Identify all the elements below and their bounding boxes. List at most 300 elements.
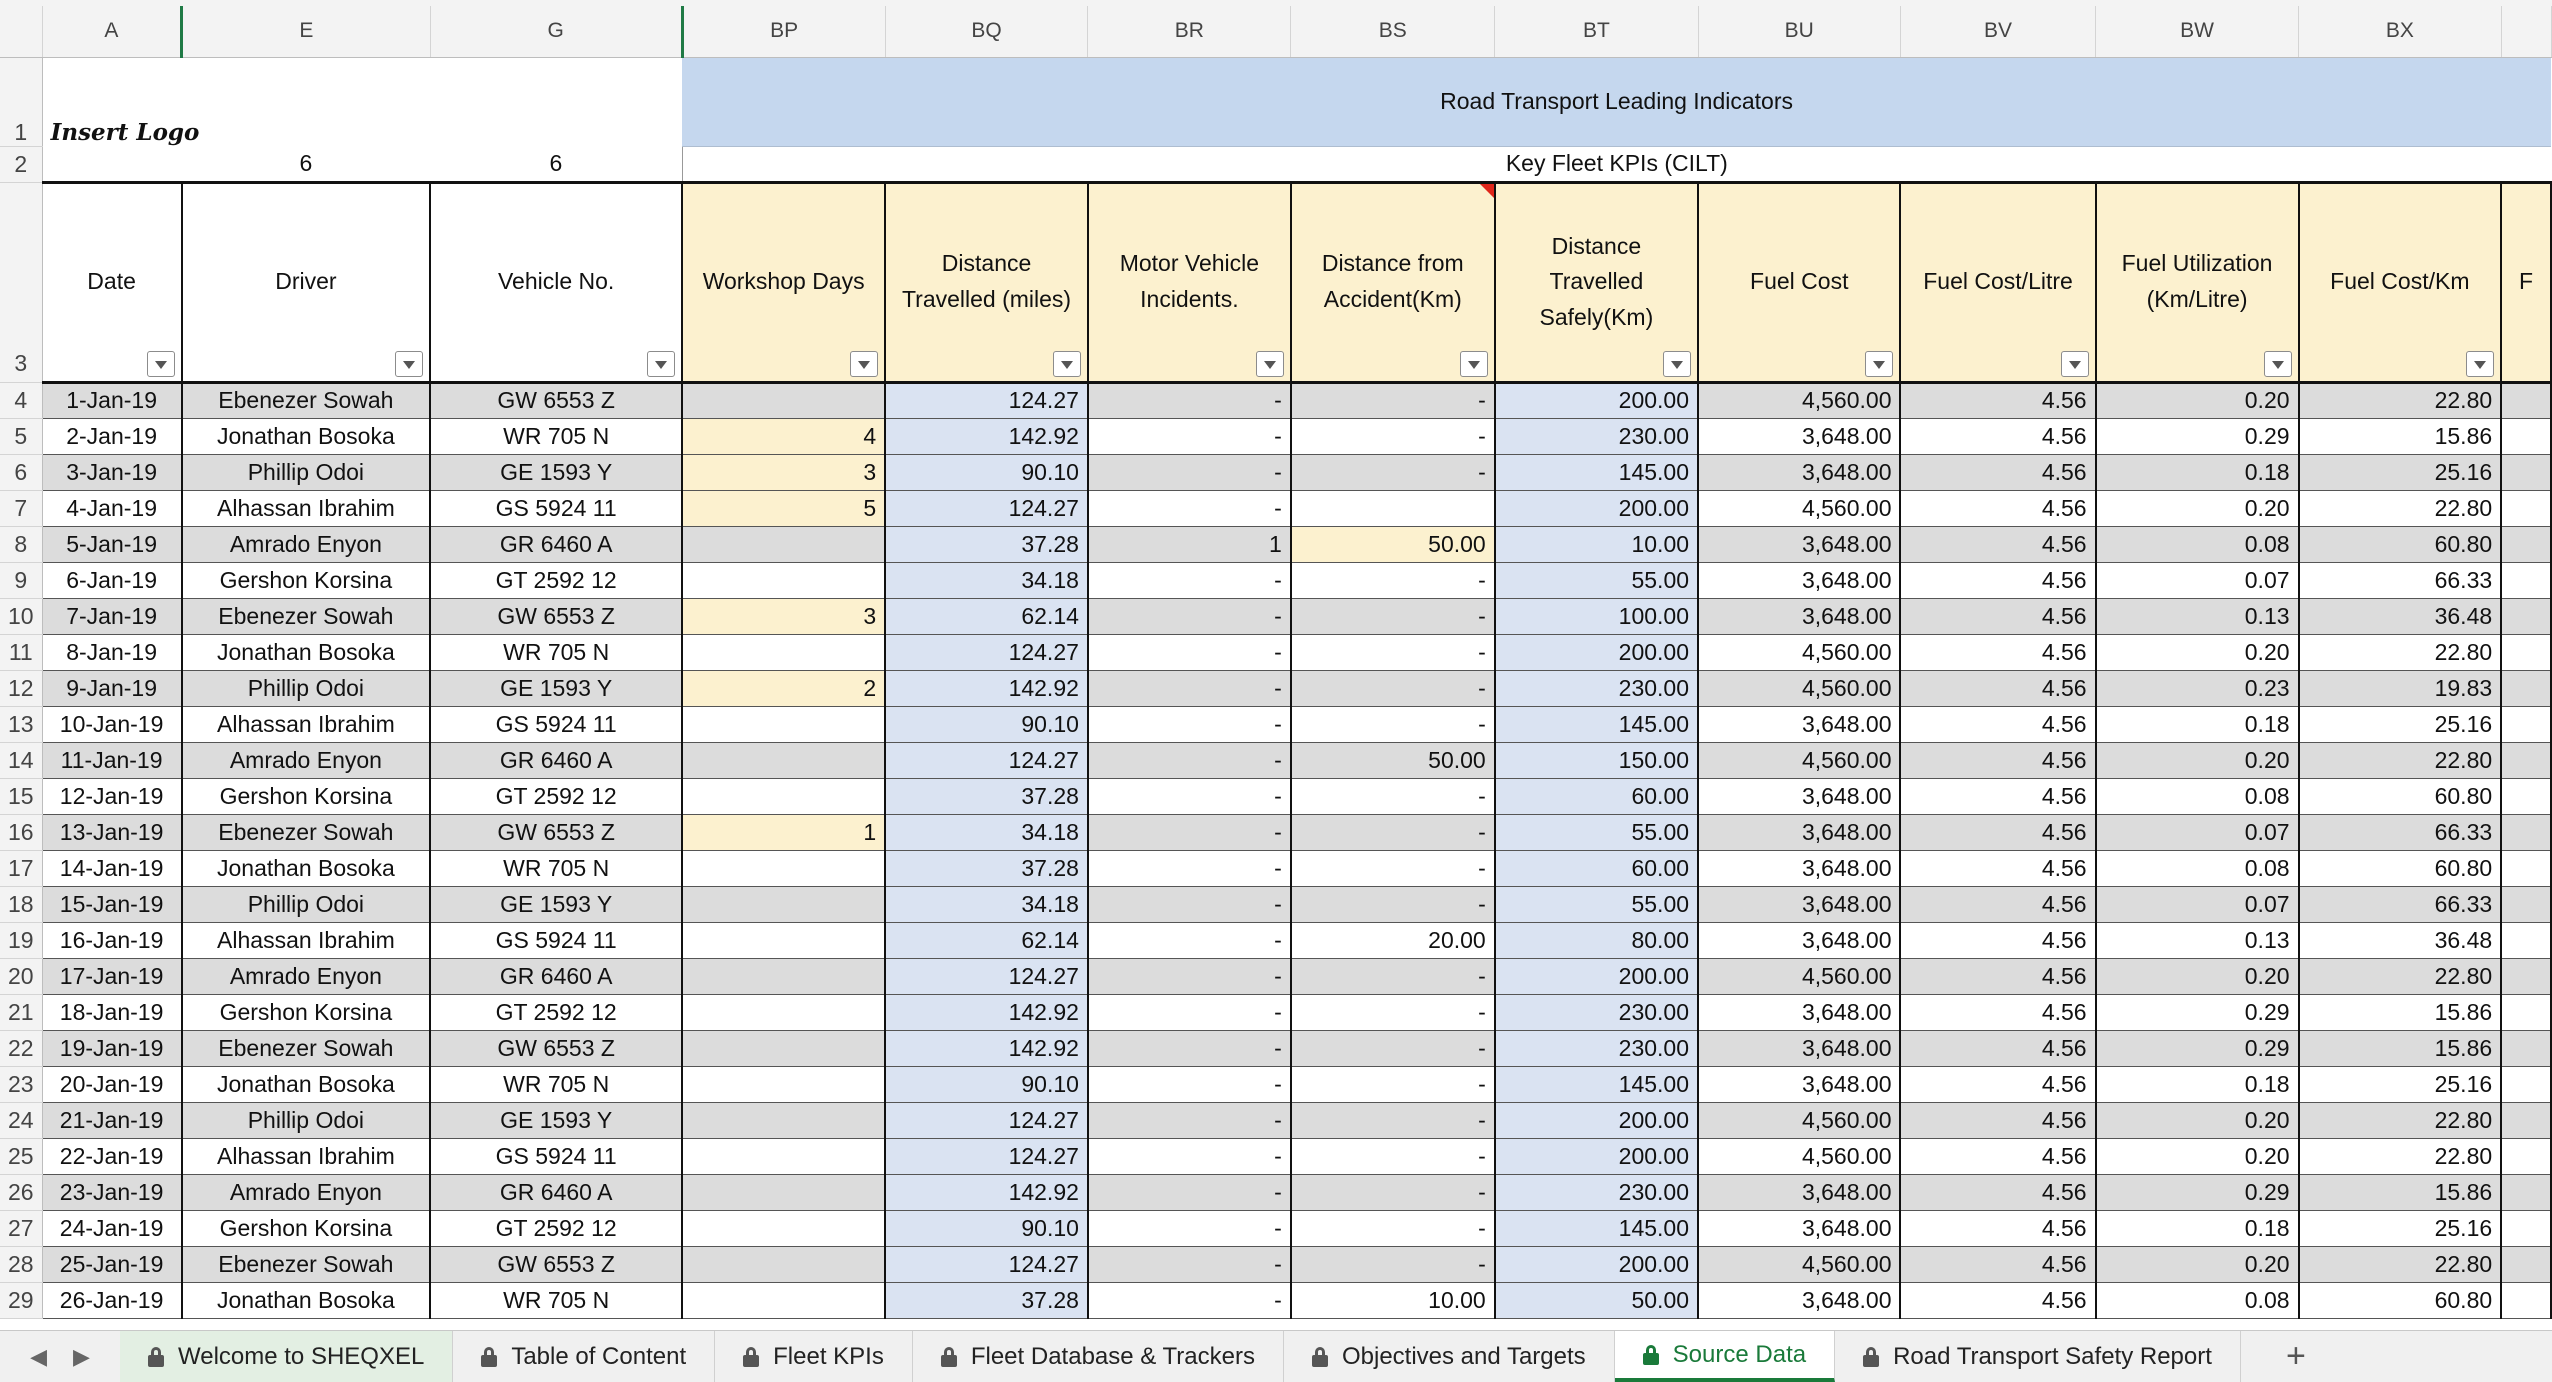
cell-date[interactable]: 4-Jan-19 xyxy=(42,490,182,526)
cell-date[interactable]: 12-Jan-19 xyxy=(42,778,182,814)
cell-from-accident[interactable]: - xyxy=(1291,1210,1495,1246)
cell-distance[interactable]: 124.27 xyxy=(885,1138,1088,1174)
cell-vehicle[interactable]: GS 5924 11 xyxy=(430,706,682,742)
column-header[interactable]: BQ xyxy=(885,3,1088,57)
cell-vehicle[interactable]: GE 1593 Y xyxy=(430,886,682,922)
row-number[interactable]: 18 xyxy=(0,886,42,922)
cell-vehicle[interactable]: GR 6460 A xyxy=(430,742,682,778)
cell-driver[interactable]: Gershon Korsina xyxy=(182,778,431,814)
cell-cost-km[interactable]: 22.80 xyxy=(2299,1102,2502,1138)
cell-cost-km[interactable]: 15.86 xyxy=(2299,1174,2502,1210)
filter-dropdown-icon[interactable] xyxy=(147,351,175,377)
cell-distance[interactable]: 124.27 xyxy=(885,1246,1088,1282)
row-number[interactable]: 1 xyxy=(0,57,42,146)
row-number[interactable]: 22 xyxy=(0,1030,42,1066)
cell-distance[interactable]: 124.27 xyxy=(885,382,1088,418)
cell-workshop[interactable] xyxy=(682,1066,885,1102)
header-cell[interactable] xyxy=(1495,182,1698,382)
cell-fuel-cost[interactable]: 4,560.00 xyxy=(1698,490,1900,526)
cell-safe[interactable]: 80.00 xyxy=(1495,922,1698,958)
row-number[interactable]: 11 xyxy=(0,634,42,670)
cell-vehicle[interactable]: GW 6553 Z xyxy=(430,1030,682,1066)
cell-util[interactable]: 0.08 xyxy=(2096,778,2299,814)
cell-incidents[interactable]: - xyxy=(1088,490,1291,526)
cell-util[interactable]: 0.20 xyxy=(2096,634,2299,670)
cell-incidents[interactable]: - xyxy=(1088,886,1291,922)
header-cell[interactable] xyxy=(885,182,1088,382)
cell-fuel-cost[interactable]: 3,648.00 xyxy=(1698,1282,1900,1318)
row-number[interactable]: 3 xyxy=(0,182,42,382)
cell-from-accident[interactable]: - xyxy=(1291,850,1495,886)
cell-cost-km[interactable]: 60.80 xyxy=(2299,850,2502,886)
cell-fuel-cost[interactable]: 3,648.00 xyxy=(1698,886,1900,922)
cell-from-accident[interactable] xyxy=(1291,490,1495,526)
row-number[interactable]: 6 xyxy=(0,454,42,490)
cell-from-accident[interactable]: - xyxy=(1291,778,1495,814)
cell-distance[interactable]: 124.27 xyxy=(885,1102,1088,1138)
cell-date[interactable]: 23-Jan-19 xyxy=(42,1174,182,1210)
cell-safe[interactable]: 55.00 xyxy=(1495,814,1698,850)
cell-date[interactable]: 18-Jan-19 xyxy=(42,994,182,1030)
row-number[interactable]: 20 xyxy=(0,958,42,994)
cell-workshop[interactable] xyxy=(682,886,885,922)
cell-cost-km[interactable]: 22.80 xyxy=(2299,490,2502,526)
cell-vehicle[interactable]: GR 6460 A xyxy=(430,1174,682,1210)
cell-date[interactable]: 2-Jan-19 xyxy=(42,418,182,454)
cell-cost-km[interactable]: 25.16 xyxy=(2299,1210,2502,1246)
row-number[interactable]: 8 xyxy=(0,526,42,562)
cell-cost-litre[interactable]: 4.56 xyxy=(1900,706,2095,742)
row-number[interactable]: 14 xyxy=(0,742,42,778)
row-number[interactable]: 4 xyxy=(0,382,42,418)
cell-from-accident[interactable]: - xyxy=(1291,1138,1495,1174)
cell-overflow[interactable] xyxy=(2501,1174,2551,1210)
cell-driver[interactable]: Phillip Odoi xyxy=(182,1102,431,1138)
cell-overflow[interactable] xyxy=(2501,886,2551,922)
cell-date[interactable]: 24-Jan-19 xyxy=(42,1210,182,1246)
cell-driver[interactable]: Alhassan Ibrahim xyxy=(182,1138,431,1174)
select-all-corner[interactable] xyxy=(0,3,42,57)
add-sheet-button[interactable]: + xyxy=(2285,1337,2306,1375)
cell-cost-litre[interactable]: 4.56 xyxy=(1900,922,2095,958)
cell-cost-litre[interactable]: 4.56 xyxy=(1900,490,2095,526)
cell-workshop[interactable] xyxy=(682,778,885,814)
cell-vehicle[interactable]: GT 2592 12 xyxy=(430,994,682,1030)
cell-driver[interactable]: Gershon Korsina xyxy=(182,994,431,1030)
cell-safe[interactable]: 150.00 xyxy=(1495,742,1698,778)
cell-from-accident[interactable]: - xyxy=(1291,958,1495,994)
cell-incidents[interactable]: - xyxy=(1088,1210,1291,1246)
cell-overflow[interactable] xyxy=(2501,526,2551,562)
cell-incidents[interactable]: - xyxy=(1088,1102,1291,1138)
cell-distance[interactable]: 37.28 xyxy=(885,1282,1088,1318)
cell-workshop[interactable] xyxy=(682,850,885,886)
cell-distance[interactable]: 142.92 xyxy=(885,670,1088,706)
cell-cost-km[interactable]: 22.80 xyxy=(2299,382,2502,418)
cell-incidents[interactable]: - xyxy=(1088,1066,1291,1102)
cell-date[interactable]: 1-Jan-19 xyxy=(42,382,182,418)
cell-driver[interactable]: Ebenezer Sowah xyxy=(182,1246,431,1282)
header-cell[interactable] xyxy=(1900,182,2095,382)
column-header[interactable]: BV xyxy=(1900,3,2095,57)
cell-workshop[interactable] xyxy=(682,1174,885,1210)
cell-overflow[interactable] xyxy=(2501,850,2551,886)
driver-count[interactable]: 6 xyxy=(182,146,431,182)
cell-overflow[interactable] xyxy=(2501,1210,2551,1246)
cell-date[interactable]: 16-Jan-19 xyxy=(42,922,182,958)
cell-date[interactable]: 17-Jan-19 xyxy=(42,958,182,994)
cell-from-accident[interactable]: - xyxy=(1291,670,1495,706)
row-number[interactable]: 10 xyxy=(0,598,42,634)
cell-fuel-cost[interactable]: 3,648.00 xyxy=(1698,1210,1900,1246)
cell-cost-litre[interactable]: 4.56 xyxy=(1900,1282,2095,1318)
cell-date[interactable]: 3-Jan-19 xyxy=(42,454,182,490)
cell-cost-litre[interactable]: 4.56 xyxy=(1900,526,2095,562)
cell-incidents[interactable]: - xyxy=(1088,958,1291,994)
cell-cost-km[interactable]: 19.83 xyxy=(2299,670,2502,706)
cell-incidents[interactable]: - xyxy=(1088,1246,1291,1282)
cell-safe[interactable]: 200.00 xyxy=(1495,490,1698,526)
row-number[interactable]: 15 xyxy=(0,778,42,814)
cell-workshop[interactable]: 3 xyxy=(682,454,885,490)
section-subtitle[interactable]: Key Fleet KPIs (CILT) xyxy=(682,146,2551,182)
cell-vehicle[interactable]: GW 6553 Z xyxy=(430,814,682,850)
cell-driver[interactable]: Jonathan Bosoka xyxy=(182,418,431,454)
sheet-tab[interactable] xyxy=(1835,1331,2241,1382)
cell-incidents[interactable]: - xyxy=(1088,670,1291,706)
cell-date[interactable]: 14-Jan-19 xyxy=(42,850,182,886)
cell-overflow[interactable] xyxy=(2501,1246,2551,1282)
cell-incidents[interactable]: - xyxy=(1088,1282,1291,1318)
cell-overflow[interactable] xyxy=(2501,922,2551,958)
empty-cell[interactable] xyxy=(42,146,182,182)
cell-overflow[interactable] xyxy=(2501,994,2551,1030)
cell-workshop[interactable] xyxy=(682,1246,885,1282)
cell-from-accident[interactable]: 50.00 xyxy=(1291,742,1495,778)
filter-dropdown-icon[interactable] xyxy=(850,351,878,377)
column-header[interactable]: E xyxy=(182,3,431,57)
cell-incidents[interactable]: - xyxy=(1088,742,1291,778)
cell-safe[interactable]: 10.00 xyxy=(1495,526,1698,562)
cell-distance[interactable]: 62.14 xyxy=(885,598,1088,634)
cell-driver[interactable]: Ebenezer Sowah xyxy=(182,382,431,418)
cell-cost-km[interactable]: 22.80 xyxy=(2299,634,2502,670)
cell-incidents[interactable]: - xyxy=(1088,850,1291,886)
cell-incidents[interactable]: - xyxy=(1088,994,1291,1030)
cell-vehicle[interactable]: WR 705 N xyxy=(430,418,682,454)
filter-dropdown-icon[interactable] xyxy=(1053,351,1081,377)
cell-vehicle[interactable]: GW 6553 Z xyxy=(430,598,682,634)
cell-fuel-cost[interactable]: 4,560.00 xyxy=(1698,742,1900,778)
cell-workshop[interactable] xyxy=(682,634,885,670)
filter-dropdown-icon[interactable] xyxy=(2061,351,2089,377)
filter-dropdown-icon[interactable] xyxy=(395,351,423,377)
filter-dropdown-icon[interactable] xyxy=(1663,351,1691,377)
cell-safe[interactable]: 230.00 xyxy=(1495,994,1698,1030)
cell-incidents[interactable]: - xyxy=(1088,634,1291,670)
cell-safe[interactable]: 200.00 xyxy=(1495,382,1698,418)
cell-cost-litre[interactable]: 4.56 xyxy=(1900,994,2095,1030)
cell-fuel-cost[interactable]: 3,648.00 xyxy=(1698,1030,1900,1066)
cell-workshop[interactable] xyxy=(682,1102,885,1138)
cell-vehicle[interactable]: GW 6553 Z xyxy=(430,382,682,418)
cell-cost-litre[interactable]: 4.56 xyxy=(1900,634,2095,670)
cell-cost-km[interactable]: 60.80 xyxy=(2299,778,2502,814)
cell-date[interactable]: 8-Jan-19 xyxy=(42,634,182,670)
cell-safe[interactable]: 55.00 xyxy=(1495,886,1698,922)
cell-safe[interactable]: 145.00 xyxy=(1495,1210,1698,1246)
cell-incidents[interactable]: - xyxy=(1088,454,1291,490)
cell-fuel-cost[interactable]: 3,648.00 xyxy=(1698,454,1900,490)
cell-driver[interactable]: Jonathan Bosoka xyxy=(182,634,431,670)
cell-vehicle[interactable]: GT 2592 12 xyxy=(430,778,682,814)
cell-distance[interactable]: 142.92 xyxy=(885,1030,1088,1066)
cell-workshop[interactable]: 3 xyxy=(682,598,885,634)
cell-driver[interactable]: Jonathan Bosoka xyxy=(182,850,431,886)
cell-util[interactable]: 0.20 xyxy=(2096,1246,2299,1282)
tab-scroll-right-icon[interactable]: ▶ xyxy=(73,1343,90,1369)
cell-fuel-cost[interactable]: 3,648.00 xyxy=(1698,814,1900,850)
cell-cost-km[interactable]: 66.33 xyxy=(2299,562,2502,598)
cell-safe[interactable]: 200.00 xyxy=(1495,1246,1698,1282)
cell-workshop[interactable] xyxy=(682,958,885,994)
cell-cost-litre[interactable]: 4.56 xyxy=(1900,1066,2095,1102)
cell-vehicle[interactable]: GE 1593 Y xyxy=(430,1102,682,1138)
header-cell[interactable] xyxy=(2501,182,2551,382)
cell-workshop[interactable] xyxy=(682,1030,885,1066)
cell-from-accident[interactable]: - xyxy=(1291,418,1495,454)
cell-date[interactable]: 9-Jan-19 xyxy=(42,670,182,706)
cell-cost-litre[interactable]: 4.56 xyxy=(1900,850,2095,886)
cell-vehicle[interactable]: WR 705 N xyxy=(430,634,682,670)
cell-fuel-cost[interactable]: 4,560.00 xyxy=(1698,1246,1900,1282)
cell-util[interactable]: 0.29 xyxy=(2096,418,2299,454)
cell-util[interactable]: 0.07 xyxy=(2096,814,2299,850)
cell-overflow[interactable] xyxy=(2501,1102,2551,1138)
cell-vehicle[interactable]: GT 2592 12 xyxy=(430,562,682,598)
row-number[interactable]: 7 xyxy=(0,490,42,526)
cell-overflow[interactable] xyxy=(2501,1066,2551,1102)
cell-workshop[interactable] xyxy=(682,1282,885,1318)
cell-vehicle[interactable]: GE 1593 Y xyxy=(430,670,682,706)
cell-cost-km[interactable]: 15.86 xyxy=(2299,418,2502,454)
cell-util[interactable]: 0.29 xyxy=(2096,1174,2299,1210)
cell-cost-km[interactable]: 25.16 xyxy=(2299,706,2502,742)
cell-workshop[interactable] xyxy=(682,1138,885,1174)
cell-distance[interactable]: 124.27 xyxy=(885,742,1088,778)
filter-dropdown-icon[interactable] xyxy=(2264,351,2292,377)
column-header[interactable]: BS xyxy=(1291,3,1495,57)
cell-overflow[interactable] xyxy=(2501,778,2551,814)
cell-distance[interactable]: 124.27 xyxy=(885,958,1088,994)
cell-overflow[interactable] xyxy=(2501,814,2551,850)
cell-util[interactable]: 0.20 xyxy=(2096,742,2299,778)
filter-dropdown-icon[interactable] xyxy=(647,351,675,377)
cell-driver[interactable]: Ebenezer Sowah xyxy=(182,1030,431,1066)
cell-incidents[interactable]: - xyxy=(1088,598,1291,634)
row-number[interactable]: 28 xyxy=(0,1246,42,1282)
row-number[interactable]: 24 xyxy=(0,1102,42,1138)
header-cell[interactable] xyxy=(1291,182,1495,382)
cell-safe[interactable]: 145.00 xyxy=(1495,1066,1698,1102)
column-header[interactable]: BR xyxy=(1088,3,1291,57)
cell-distance[interactable]: 37.28 xyxy=(885,850,1088,886)
row-number[interactable]: 27 xyxy=(0,1210,42,1246)
cell-driver[interactable]: Amrado Enyon xyxy=(182,526,431,562)
filter-dropdown-icon[interactable] xyxy=(2466,351,2494,377)
cell-overflow[interactable] xyxy=(2501,670,2551,706)
cell-from-accident[interactable]: - xyxy=(1291,1246,1495,1282)
cell-fuel-cost[interactable]: 3,648.00 xyxy=(1698,598,1900,634)
cell-incidents[interactable]: - xyxy=(1088,778,1291,814)
cell-distance[interactable]: 90.10 xyxy=(885,1210,1088,1246)
cell-safe[interactable]: 200.00 xyxy=(1495,1138,1698,1174)
cell-from-accident[interactable]: - xyxy=(1291,1066,1495,1102)
cell-distance[interactable]: 142.92 xyxy=(885,994,1088,1030)
cell-driver[interactable]: Amrado Enyon xyxy=(182,1174,431,1210)
cell-util[interactable]: 0.29 xyxy=(2096,1030,2299,1066)
cell-date[interactable]: 21-Jan-19 xyxy=(42,1102,182,1138)
cell-fuel-cost[interactable]: 4,560.00 xyxy=(1698,670,1900,706)
cell-vehicle[interactable]: WR 705 N xyxy=(430,850,682,886)
cell-cost-litre[interactable]: 4.56 xyxy=(1900,1246,2095,1282)
cell-date[interactable]: 11-Jan-19 xyxy=(42,742,182,778)
cell-date[interactable]: 5-Jan-19 xyxy=(42,526,182,562)
sheet-tab[interactable] xyxy=(1284,1331,1615,1382)
cell-from-accident[interactable]: - xyxy=(1291,1102,1495,1138)
cell-util[interactable]: 0.18 xyxy=(2096,1066,2299,1102)
cell-incidents[interactable]: - xyxy=(1088,382,1291,418)
cell-safe[interactable]: 230.00 xyxy=(1495,418,1698,454)
cell-from-accident[interactable]: - xyxy=(1291,382,1495,418)
cell-workshop[interactable]: 4 xyxy=(682,418,885,454)
cell-util[interactable]: 0.29 xyxy=(2096,994,2299,1030)
cell-workshop[interactable]: 1 xyxy=(682,814,885,850)
cell-cost-km[interactable]: 15.86 xyxy=(2299,1030,2502,1066)
cell-vehicle[interactable]: GT 2592 12 xyxy=(430,1210,682,1246)
comment-indicator-icon[interactable] xyxy=(1480,184,1494,198)
cell-vehicle[interactable]: GS 5924 11 xyxy=(430,490,682,526)
cell-cost-litre[interactable]: 4.56 xyxy=(1900,598,2095,634)
column-header[interactable]: BP xyxy=(682,3,885,57)
cell-incidents[interactable]: 1 xyxy=(1088,526,1291,562)
cell-driver[interactable]: Ebenezer Sowah xyxy=(182,598,431,634)
cell-driver[interactable]: Alhassan Ibrahim xyxy=(182,922,431,958)
cell-vehicle[interactable]: GS 5924 11 xyxy=(430,922,682,958)
cell-fuel-cost[interactable]: 3,648.00 xyxy=(1698,778,1900,814)
cell-from-accident[interactable]: - xyxy=(1291,886,1495,922)
cell-fuel-cost[interactable]: 3,648.00 xyxy=(1698,922,1900,958)
row-number[interactable]: 17 xyxy=(0,850,42,886)
cell-util[interactable]: 0.20 xyxy=(2096,490,2299,526)
cell-cost-km[interactable]: 22.80 xyxy=(2299,742,2502,778)
cell-vehicle[interactable]: GR 6460 A xyxy=(430,958,682,994)
cell-driver[interactable]: Gershon Korsina xyxy=(182,562,431,598)
cell-workshop[interactable] xyxy=(682,1210,885,1246)
row-number[interactable]: 9 xyxy=(0,562,42,598)
cell-overflow[interactable] xyxy=(2501,382,2551,418)
cell-fuel-cost[interactable]: 4,560.00 xyxy=(1698,382,1900,418)
cell-overflow[interactable] xyxy=(2501,1282,2551,1318)
cell-driver[interactable]: Amrado Enyon xyxy=(182,958,431,994)
sheet-tab[interactable] xyxy=(120,1331,453,1382)
cell-fuel-cost[interactable]: 3,648.00 xyxy=(1698,562,1900,598)
cell-incidents[interactable]: - xyxy=(1088,562,1291,598)
vehicle-count[interactable]: 6 xyxy=(430,146,682,182)
sheet-tab[interactable] xyxy=(715,1331,913,1382)
column-header[interactable]: BU xyxy=(1698,3,1900,57)
filter-dropdown-icon[interactable] xyxy=(1865,351,1893,377)
cell-cost-litre[interactable]: 4.56 xyxy=(1900,562,2095,598)
cell-date[interactable]: 20-Jan-19 xyxy=(42,1066,182,1102)
cell-cost-km[interactable]: 22.80 xyxy=(2299,1138,2502,1174)
cell-date[interactable]: 22-Jan-19 xyxy=(42,1138,182,1174)
cell-cost-litre[interactable]: 4.56 xyxy=(1900,958,2095,994)
row-number[interactable]: 19 xyxy=(0,922,42,958)
cell-driver[interactable]: Alhassan Ibrahim xyxy=(182,490,431,526)
sheet-tab[interactable] xyxy=(453,1331,715,1382)
cell-cost-km[interactable]: 60.80 xyxy=(2299,1282,2502,1318)
cell-vehicle[interactable]: GE 1593 Y xyxy=(430,454,682,490)
cell-fuel-cost[interactable]: 3,648.00 xyxy=(1698,1066,1900,1102)
cell-incidents[interactable]: - xyxy=(1088,922,1291,958)
row-number[interactable]: 25 xyxy=(0,1138,42,1174)
cell-workshop[interactable] xyxy=(682,922,885,958)
cell-cost-km[interactable]: 15.86 xyxy=(2299,994,2502,1030)
cell-safe[interactable]: 230.00 xyxy=(1495,670,1698,706)
header-cell[interactable] xyxy=(2299,182,2502,382)
cell-date[interactable]: 15-Jan-19 xyxy=(42,886,182,922)
cell-from-accident[interactable]: - xyxy=(1291,598,1495,634)
cell-overflow[interactable] xyxy=(2501,1030,2551,1066)
cell-from-accident[interactable]: - xyxy=(1291,562,1495,598)
banner-title[interactable]: Road Transport Leading Indicators xyxy=(682,57,2551,146)
row-number[interactable]: 2 xyxy=(0,146,42,182)
cell-util[interactable]: 0.08 xyxy=(2096,1282,2299,1318)
cell-cost-km[interactable]: 66.33 xyxy=(2299,886,2502,922)
cell-cost-litre[interactable]: 4.56 xyxy=(1900,454,2095,490)
row-number[interactable]: 16 xyxy=(0,814,42,850)
cell-vehicle[interactable]: GS 5924 11 xyxy=(430,1138,682,1174)
cell-date[interactable]: 10-Jan-19 xyxy=(42,706,182,742)
cell-distance[interactable]: 90.10 xyxy=(885,1066,1088,1102)
cell-cost-litre[interactable]: 4.56 xyxy=(1900,1138,2095,1174)
cell-distance[interactable]: 37.28 xyxy=(885,526,1088,562)
cell-driver[interactable]: Jonathan Bosoka xyxy=(182,1282,431,1318)
cell-incidents[interactable]: - xyxy=(1088,1030,1291,1066)
cell-driver[interactable]: Phillip Odoi xyxy=(182,886,431,922)
cell-safe[interactable]: 60.00 xyxy=(1495,778,1698,814)
cell-cost-km[interactable]: 36.48 xyxy=(2299,598,2502,634)
cell-util[interactable]: 0.20 xyxy=(2096,1102,2299,1138)
cell-driver[interactable]: Gershon Korsina xyxy=(182,1210,431,1246)
cell-safe[interactable]: 200.00 xyxy=(1495,1102,1698,1138)
cell-distance[interactable]: 124.27 xyxy=(885,634,1088,670)
cell-driver[interactable]: Phillip Odoi xyxy=(182,670,431,706)
header-cell[interactable] xyxy=(1088,182,1291,382)
cell-overflow[interactable] xyxy=(2501,958,2551,994)
cell-overflow[interactable] xyxy=(2501,418,2551,454)
cell-safe[interactable]: 50.00 xyxy=(1495,1282,1698,1318)
cell-from-accident[interactable]: - xyxy=(1291,994,1495,1030)
cell-fuel-cost[interactable]: 4,560.00 xyxy=(1698,958,1900,994)
cell-from-accident[interactable]: - xyxy=(1291,454,1495,490)
cell-driver[interactable]: Phillip Odoi xyxy=(182,454,431,490)
cell-driver[interactable]: Amrado Enyon xyxy=(182,742,431,778)
cell-fuel-cost[interactable]: 3,648.00 xyxy=(1698,994,1900,1030)
cell-cost-km[interactable]: 22.80 xyxy=(2299,1246,2502,1282)
cell-safe[interactable]: 60.00 xyxy=(1495,850,1698,886)
